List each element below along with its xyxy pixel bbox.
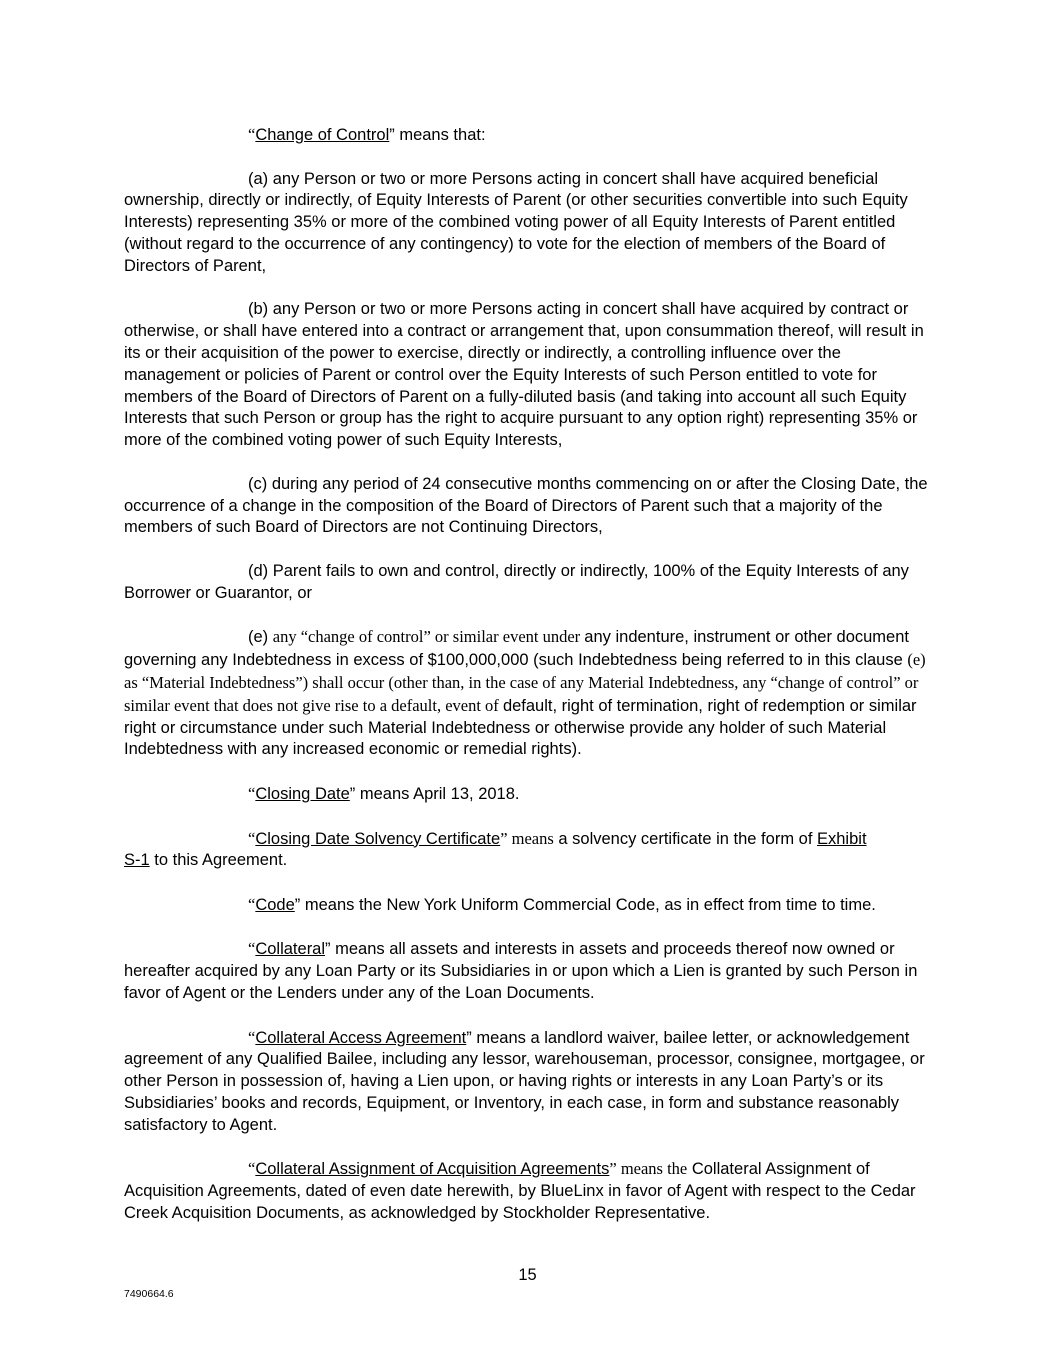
definition-text: ” means a landlord waiver, bailee letter, or acknowledgement agreement of any Qualified Bailee, including any lessor, warehouseman, processor, consignee, mortgagee, or other Person in possession of, having a Lien upon, or having rights or interests in any Loan Party’s or its Subsidiaries’ books and records, Equipment, or Inventory, in each case, in form and substance reasonably satisfactory to Agent. [124, 1028, 925, 1134]
open-quote: “ [248, 1159, 256, 1179]
clause-d: (d) Parent fails to own and control, directly or indirectly, 100% of the Equity Interests of any Borrower or Guarantor, or [124, 561, 909, 602]
exhibit-reference-part-2: S-1 [124, 851, 150, 870]
definition-collateral-access-agreement [124, 1027, 932, 1137]
definition-tail: to this Agreement. [149, 851, 288, 870]
means-word: means the [616, 1159, 688, 1179]
open-quote: “ [248, 828, 256, 848]
clause-e-text-2: any indenture, instrument or other document governing any Indebtedness in excess of $100,000,000 (such Indebtedness being referred to in this clause [124, 628, 909, 670]
definition-text: ” means all assets and interests in assets and proceeds thereof now owned or hereafter acquired by any Loan Party or its Subsidiaries in or upon which a Lien is granted by such Person in favor of Agent or the Lenders under any of the Loan Documents. [124, 940, 918, 1003]
definition-text: ” means April 13, 2018. [349, 784, 520, 803]
clause-a: (a) any Person or two or more Persons acting in concert shall have acquired beneficial ownership, directly or indirectly, of Equity Interests of Parent (or other securities convertible into such Equity Interests) representing 35% or more of the combined voting power of all Equity Interests of Parent entitled (without regard to the occurrence of any contingency) to vote for the election of members of the Board of Directors of Parent, [124, 169, 908, 275]
defined-term-collateral-access-agreement: Collateral Access Agreement [255, 1028, 467, 1047]
clause-e-label: (e) [248, 628, 273, 647]
clause-b: (b) any Person or two or more Persons acting in concert shall have acquired by contract or otherwise, or shall have entered into a contract or arrangement that, upon consummation thereof, will result in its or their acquisition of the power to exercise, directly or indirectly, a controlling influence over the management or policies of Parent or control over the Equity Interests of such Person entitled to vote for members of the Board of Directors of Parent on a fully-diluted basis (and taking into account all such Equity Interests that such Person or group has the right to acquire pursuant to any option right) representing 35% or more of the combined voting power of such Equity Interests, [124, 300, 924, 450]
page-number: 15 [518, 1266, 537, 1284]
document-id: 7490664.6 [124, 1288, 174, 1300]
document-body [124, 124, 932, 1247]
definition-closing-date [124, 783, 932, 806]
definition-code [124, 894, 932, 917]
open-quote: “ [248, 1027, 256, 1047]
means-word: means [507, 828, 554, 848]
close-quote: ” [500, 828, 508, 848]
clause-e [124, 626, 932, 761]
defined-term-collateral: Collateral [255, 940, 326, 959]
definition-lead: ” means that: [389, 126, 486, 144]
clause-e-text-1: any “change of control” or similar event under [272, 627, 585, 647]
definition-change-of-control [124, 124, 932, 147]
exhibit-reference-part-1: Exhibit [817, 829, 867, 848]
clause-e-text-3: (e) as “Material Indebtedness”) shall occur (other than, in the case of any Material Indebtedness, any “change of control” or similar event that does not give rise to a default, event of [124, 650, 926, 715]
open-quote: “ [248, 783, 256, 803]
open-quote: “ [248, 125, 256, 144]
defined-term-collateral-assignment: Collateral Assignment of Acquisition Agreements [255, 1160, 610, 1179]
open-quote: “ [248, 939, 256, 959]
close-quote: ” [609, 1159, 617, 1179]
definition-closing-date-solvency-certificate [124, 828, 932, 873]
definition-collateral-assignment [124, 1158, 932, 1224]
definition-collateral [124, 938, 932, 1004]
defined-term-change-of-control: Change of Control [255, 126, 390, 144]
defined-term-closing-date: Closing Date [255, 784, 350, 803]
definition-text: ” means the New York Uniform Commercial Code, as in effect from time to time. [294, 895, 876, 914]
open-quote: “ [248, 894, 256, 914]
clause-e-text-4: default, right of termination, right of redemption or similar right or circumstance under such Material Indebtedness or otherwise provide any holder of such Material Indebtedness with any increased economic or remedial rights). [124, 696, 917, 759]
definition-text: Collateral Assignment of Acquisition Agreements, dated of even date herewith, by BlueLinx in favor of Agent with respect to the Cedar Creek Acquisition Documents, as acknowledged by Stockholder Representative. [124, 1160, 916, 1223]
clause-c: (c) during any period of 24 consecutive months commencing on or after the Closing Date, the occurrence of a change in the composition of the Board of Directors of Parent such that a majority of the members of such Board of Directors are not Continuing Directors, [124, 474, 928, 537]
definition-text: a solvency certificate in the form of [553, 829, 817, 848]
defined-term-code: Code [255, 895, 295, 914]
defined-term-closing-date-solvency-certificate: Closing Date Solvency Certificate [255, 829, 501, 848]
